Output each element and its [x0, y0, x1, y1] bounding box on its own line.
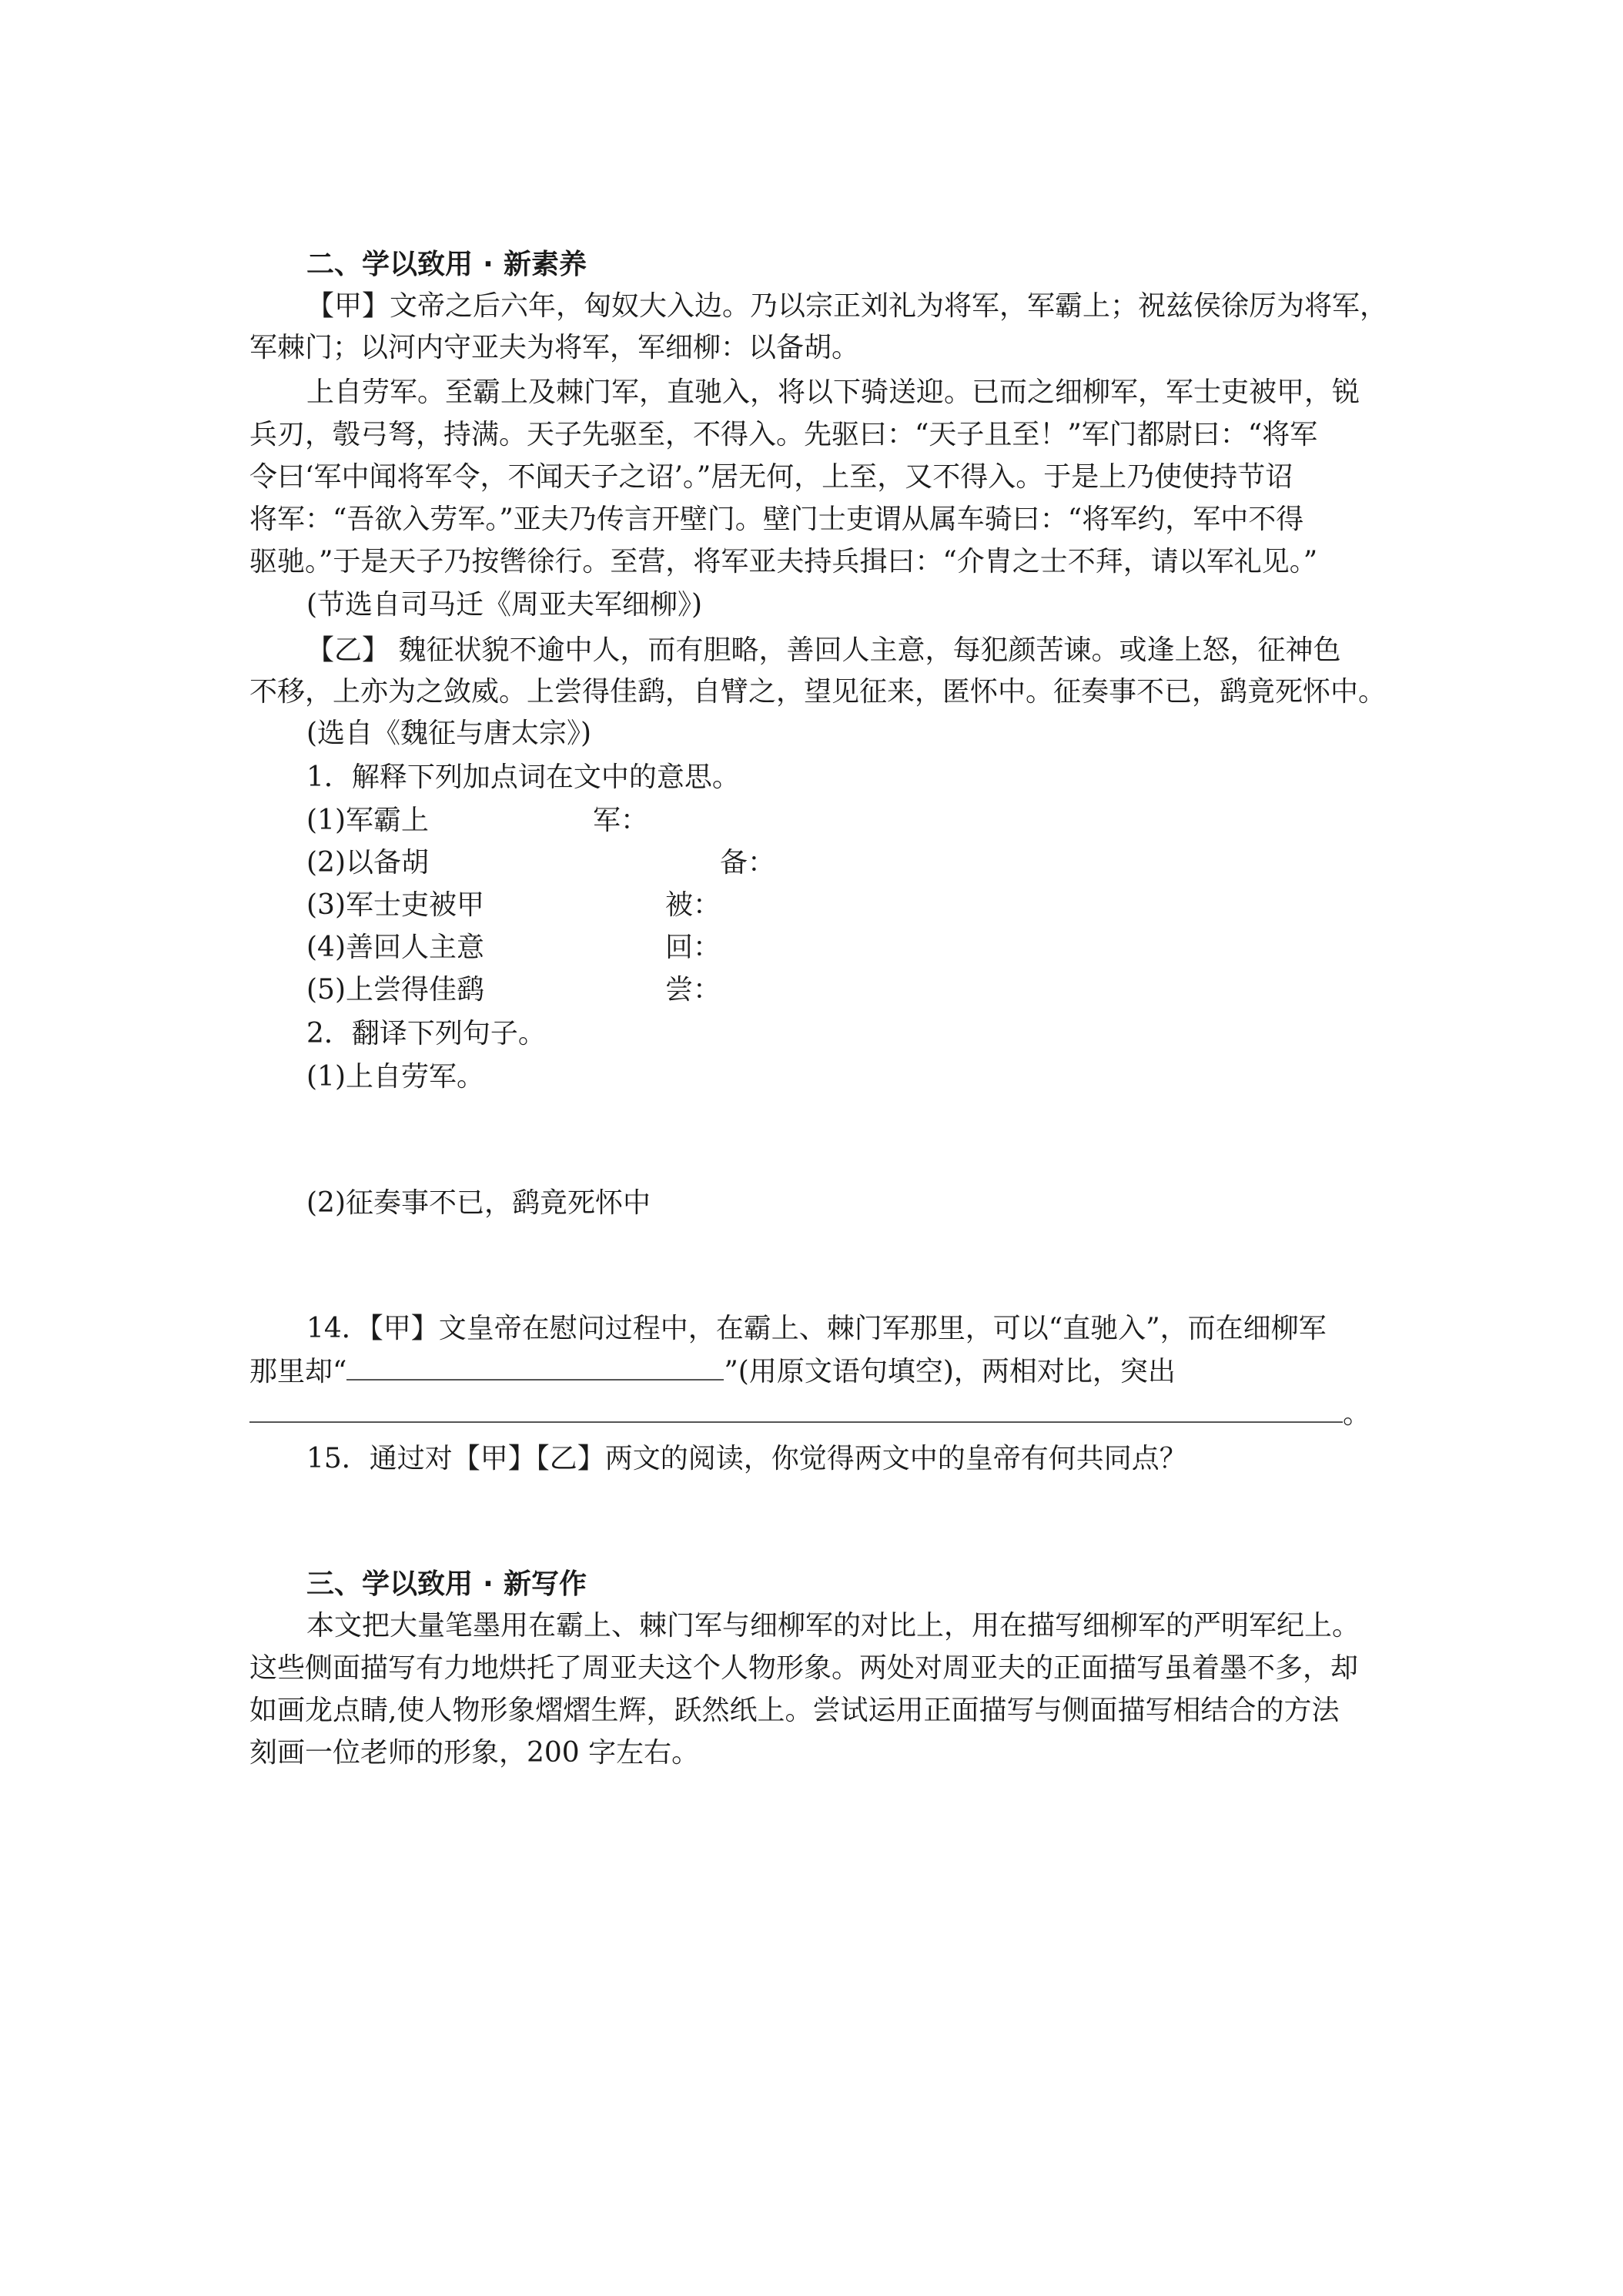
section-heading-3-part-a: 三、学以致用: [306, 1568, 474, 1600]
section-heading-2: [306, 244, 587, 286]
passage-jia-line: 将军：“吾欲入劳军。”亚夫乃传言开壁门。壁门士吏谓从属车骑曰：“将军约，军中不得: [249, 504, 1304, 535]
question-1-prompt: 1．解释下列加点词在文中的意思。: [306, 761, 740, 793]
q2-item: (2)征奏事不已，鹞竟死怀中: [306, 1187, 651, 1219]
question-2-prompt: 2．翻译下列句子。: [306, 1018, 546, 1049]
q2-item: (1)上自劳军。: [306, 1061, 484, 1093]
passage-jia-source: (节选自司马迁《周亚夫军细柳》): [306, 589, 703, 621]
question-14-line1: 14．【甲】文皇帝在慰问过程中，在霸上、棘门军那里，可以“直驰入”，而在细柳军: [306, 1313, 1327, 1344]
q1-item-phrase: (2)以备胡: [306, 847, 429, 879]
question-15: 15．通过对【甲】【乙】两文的阅读，你觉得两文中的皇帝有何共同点？: [306, 1443, 1187, 1474]
q1-item-phrase: (5)上尝得佳鹞: [306, 974, 484, 1006]
q1-item-word: 军：: [593, 805, 649, 836]
section-heading-3-part-b: 新写作: [504, 1568, 587, 1600]
section-heading-3: [306, 1564, 587, 1605]
q14-text-after-blank: ”(用原文语句填空)，两相对比，突出: [724, 1356, 1176, 1387]
q14-text-before-blank: 那里却“: [249, 1356, 347, 1387]
q1-item-word: 回：: [665, 932, 721, 963]
passage-yi-line: 不移，上亦为之敛威。上尝得佳鹞，自臂之，望见征来，匿怀中。征奏事不已，鹞竟死怀中。: [249, 676, 1387, 708]
writing-prompt-line: 本文把大量笔墨用在霸上、棘门军与细柳军的对比上，用在描写细柳军的严明军纪上。: [306, 1610, 1360, 1642]
passage-jia-line: 兵刃，彀弓弩，持满。天子先驱至，不得入。先驱曰：“天子且至！”军门都尉曰：“将军: [249, 419, 1318, 450]
writing-prompt-line: 如画龙点睛,使人物形象熠熠生辉，跃然纸上。尝试运用正面描写与侧面描写相结合的方法: [249, 1695, 1340, 1726]
heading-dot: ·: [483, 249, 494, 280]
section-heading-2-part-b: 新素养: [504, 249, 587, 280]
q1-item-word: 尝：: [665, 974, 721, 1006]
passage-jia-line: 上自劳军。至霸上及棘门军，直驰入，将以下骑送迎。已而之细柳军，军士吏被甲，锐: [306, 377, 1360, 408]
q1-item-word: 被：: [665, 889, 721, 921]
writing-prompt-line: 刻画一位老师的形象，200 字左右。: [249, 1737, 700, 1769]
passage-jia-line: 驱驰。”于是天子乃按辔徐行。至营，将军亚夫持兵揖曰：“介胄之士不拜，请以军礼见。”: [249, 546, 1318, 577]
passage-jia-line: 令曰‘军中闻将军令，不闻天子之诏’。”居无何，上至，又不得入。于是上乃使使持节诏: [249, 461, 1293, 493]
writing-prompt-line: 这些侧面描写有力地烘托了周亚夫这个人物形象。两处对周亚夫的正面描写虽着墨不多，却: [249, 1652, 1359, 1684]
question-14-line2: [249, 1351, 1176, 1393]
section-heading-2-part-a: 二、学以致用: [306, 249, 474, 280]
q1-item-phrase: (3)军士吏被甲: [306, 889, 484, 921]
heading-dot: ·: [483, 1568, 494, 1600]
q1-item-phrase: (1)军霸上: [306, 805, 429, 836]
q1-item-phrase: (4)善回人主意: [306, 932, 484, 963]
q14-fill-blank[interactable]: [346, 1353, 724, 1381]
q14-answer-blank[interactable]: [249, 1395, 1343, 1423]
passage-yi-source: (选自《魏征与唐太宗》): [306, 718, 592, 749]
q14-period: 。: [1343, 1398, 1371, 1430]
passage-yi-line: 【乙】 魏征状貌不逾中人，而有胆略，善回人主意，每犯颜苦谏。或逢上怒，征神色: [306, 634, 1341, 666]
passage-jia-line: 军棘门；以河内守亚夫为将军，军细柳：以备胡。: [249, 332, 860, 363]
passage-jia-line: 【甲】文帝之后六年，匈奴大入边。乃以宗正刘礼为将军，军霸上；祝兹侯徐厉为将军，: [306, 290, 1388, 322]
q1-item-word: 备：: [720, 847, 776, 879]
question-14-line3: [249, 1394, 1370, 1435]
